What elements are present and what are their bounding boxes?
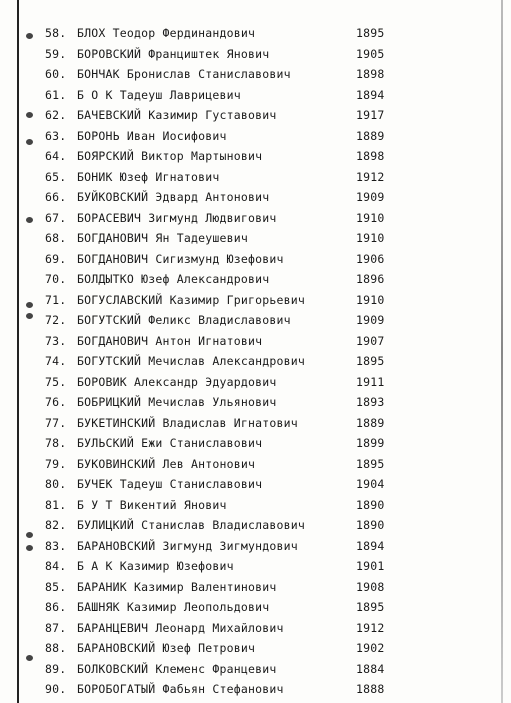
entry-num: 63. [45,128,67,143]
entry-year: 1893 [356,395,385,409]
entry-year: 1912 [356,620,385,635]
list-item [0,559,511,580]
entry-num: 87. [45,620,67,635]
entry-year: 1910 [356,292,385,307]
entry-name: БОГДАНОВИЧ Антон Игнатович [77,333,263,348]
entry-year: 1902 [356,641,385,655]
entry-name: БУЛЬСКИЙ Ежи Станиславович [77,436,263,450]
list-item [0,26,511,47]
list-item [0,621,511,642]
entry-year: 1907 [356,333,385,348]
entry-num: 69. [45,251,67,266]
entry-year: 1889 [356,128,385,143]
list-item [0,252,511,273]
list-item [0,518,511,539]
entry-year: 1894 [356,538,385,553]
name-list [0,26,511,703]
list-item [0,375,511,396]
list-item [0,600,511,621]
entry-year: 1906 [356,251,385,266]
entry-year: 1901 [356,559,385,573]
entry-num: 89. [45,661,67,676]
entry-name: БАРАНИК Казимир Валентинович [77,579,277,594]
entry-name: БАШНЯК Казимир Леопольдович [77,600,270,614]
list-item [0,190,511,211]
entry-num: 72. [45,313,67,327]
entry-year: 1898 [356,149,385,163]
entry-num: 79. [45,456,67,471]
entry-num: 75. [45,374,67,389]
entry-name: БОБРИЦКИЙ Мечислав Ульянович [77,395,277,409]
entry-year: 1917 [356,108,385,122]
list-item [0,313,511,334]
entry-name: БУЧЕК Тадеуш Станиславович [77,477,263,491]
entry-year: 1895 [356,600,385,614]
entry-year: 1908 [356,579,385,594]
entry-num: 70. [45,272,67,286]
entry-year: 1909 [356,190,385,204]
entry-num: 59. [45,46,67,61]
entry-name: БУКОВИНСКИЙ Лев Антонович [77,456,256,471]
entry-year: 1898 [356,67,385,81]
entry-name: БАРАНОВСКИЙ Зигмунд Зигмундович [77,538,298,553]
entry-num: 67. [45,210,67,225]
entry-year: 1905 [356,46,385,61]
entry-year: 1904 [356,477,385,491]
entry-year: 1894 [356,87,385,102]
entry-name: БОГУТСКИЙ Феликс Владиславович [77,313,291,327]
entry-name: Б А К Казимир Юзефович [77,559,234,573]
entry-num: 82. [45,518,67,532]
entry-name: БОГДАНОВИЧ Сигизмунд Юзефович [77,251,284,266]
entry-num: 88. [45,641,67,655]
entry-num: 90. [45,682,67,696]
entry-year: 1888 [356,682,385,696]
entry-num: 64. [45,149,67,163]
entry-year: 1899 [356,436,385,450]
list-item [0,129,511,150]
entry-year: 1910 [356,231,385,245]
entry-num: 76. [45,395,67,409]
entry-num: 85. [45,579,67,594]
entry-num: 77. [45,415,67,430]
list-item [0,88,511,109]
entry-name: БОРОВСКИЙ Франциштек Янович [77,46,270,61]
list-item [0,641,511,662]
entry-name: БОГУСЛАВСКИЙ Казимир Григорьевич [77,292,305,307]
list-item [0,334,511,355]
entry-name: БАРАНЦЕВИЧ Леонард Михайлович [77,620,284,635]
entry-num: 80. [45,477,67,491]
entry-name: БОРОВИК Александр Эдуардович [77,374,277,389]
list-item [0,67,511,88]
entry-year: 1884 [356,661,385,676]
entry-name: БЛОХ Теодор Фердинандович [77,26,256,40]
entry-name: БОГДАНОВИЧ Ян Тадеушевич [77,231,248,245]
entry-num: 78. [45,436,67,450]
list-item [0,416,511,437]
list-item [0,231,511,252]
entry-year: 1909 [356,313,385,327]
entry-name: БАЧЕВСКИЙ Казимир Густавович [77,108,277,122]
entry-num: 84. [45,559,67,573]
entry-name: БУЙКОВСКИЙ Эдвард Антонович [77,190,270,204]
list-item [0,498,511,519]
entry-year: 1912 [356,169,385,184]
entry-year: 1895 [356,456,385,471]
list-item [0,457,511,478]
entry-num: 68. [45,231,67,245]
list-item [0,580,511,601]
entry-name: БОРАСЕВИЧ Зигмунд Людвигович [77,210,277,225]
entry-name: Б У Т Викентий Янович [77,497,227,512]
entry-name: БОЯРСКИЙ Виктор Мартынович [77,149,263,163]
list-item [0,354,511,375]
entry-num: 81. [45,497,67,512]
entry-name: БОГУТСКИЙ Мечислав Александрович [77,354,305,368]
entry-name: БОРОБОГАТЫЙ Фабьян Стефанович [77,682,284,696]
list-item [0,436,511,457]
entry-name: БОЛКОВСКИЙ Клеменс Францевич [77,661,277,676]
entry-num: 60. [45,67,67,81]
entry-num: 86. [45,600,67,614]
entry-name: БОНЧАК Бронислав Станиславович [77,67,291,81]
entry-year: 1889 [356,415,385,430]
entry-num: 71. [45,292,67,307]
entry-name: БОРОНЬ Иван Иосифович [77,128,227,143]
list-item [0,47,511,68]
entry-num: 83. [45,538,67,553]
entry-year: 1911 [356,374,385,389]
entry-name: БУКЕТИНСКИЙ Владислав Игнатович [77,415,298,430]
list-item [0,293,511,314]
entry-num: 73. [45,333,67,348]
list-item [0,682,511,703]
list-item [0,170,511,191]
entry-name: БАРАНОВСКИЙ Юзеф Петрович [77,641,256,655]
entry-name: БОНИК Юзеф Игнатович [77,169,220,184]
entry-num: 66. [45,190,67,204]
list-item [0,477,511,498]
list-item [0,108,511,129]
entry-name: БУЛИЦКИЙ Станислав Владиславович [77,518,305,532]
entry-year: 1896 [356,272,385,286]
entry-num: 62. [45,108,67,122]
list-item [0,272,511,293]
list-item [0,395,511,416]
entry-num: 65. [45,169,67,184]
entry-year: 1895 [356,354,385,368]
entry-year: 1895 [356,26,385,40]
entry-year: 1890 [356,518,385,532]
entry-name: БОЛДЫТКО Юзеф Александрович [77,272,270,286]
list-item [0,662,511,683]
list-item [0,539,511,560]
list-item [0,211,511,232]
entry-year: 1890 [356,497,385,512]
entry-name: Б О К Тадеуш Лаврицевич [77,87,241,102]
entry-num: 61. [45,87,67,102]
entry-year: 1910 [356,210,385,225]
list-item [0,149,511,170]
entry-num: 58. [45,26,67,40]
entry-num: 74. [45,354,67,368]
